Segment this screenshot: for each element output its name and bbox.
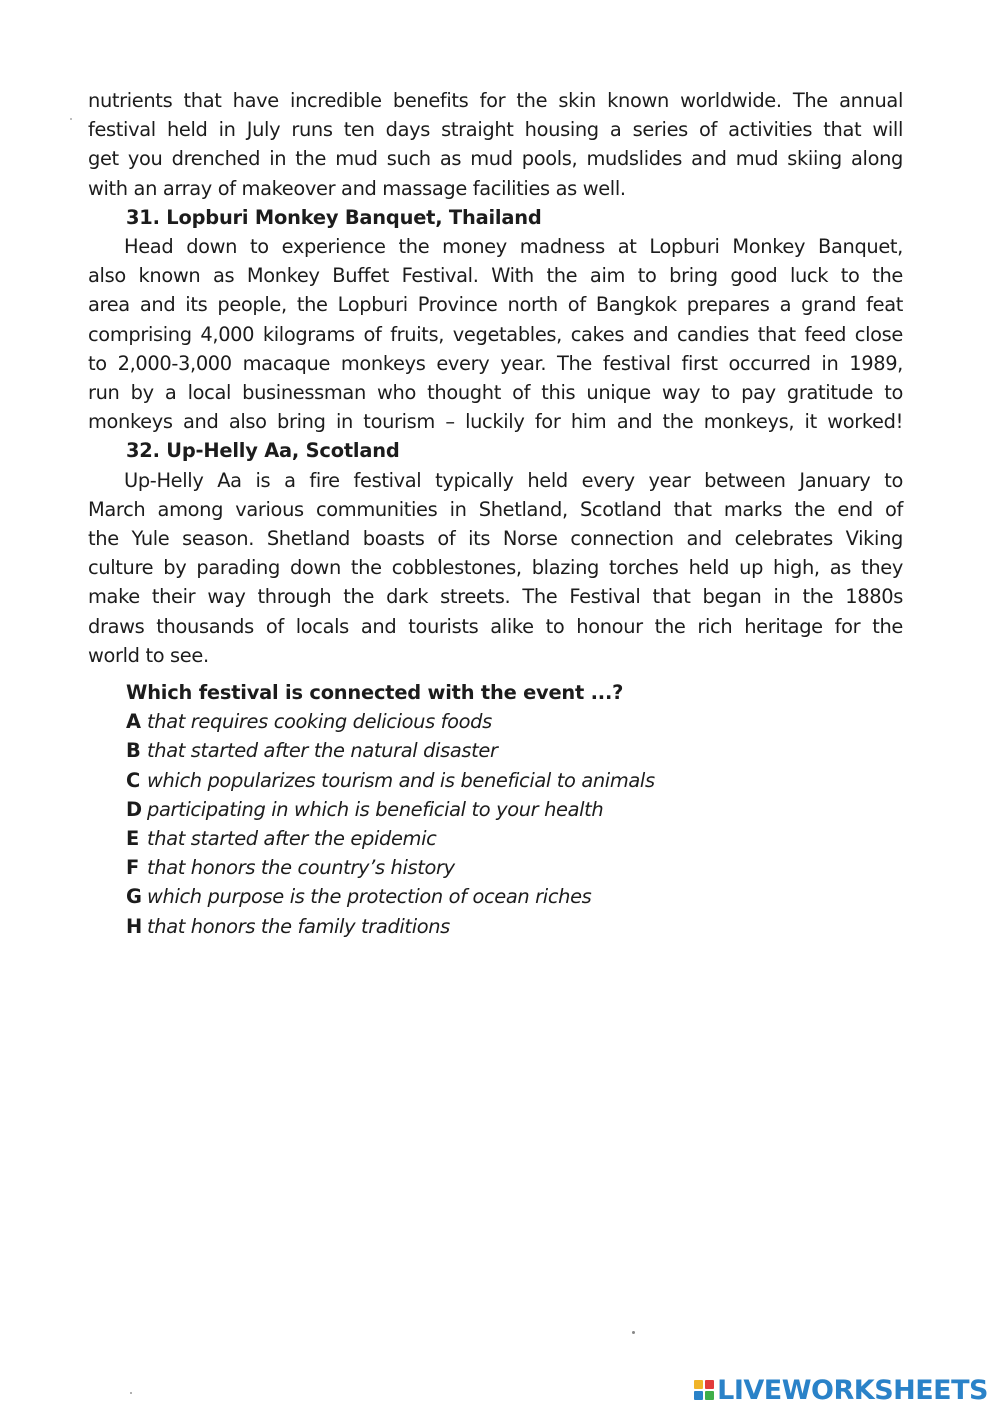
text-line: draws thousands of locals and tourists alike to honour the rich heritage for the (88, 614, 903, 638)
scan-speck (70, 118, 72, 120)
answer-option-h (126, 912, 903, 941)
answer-option-c (126, 766, 903, 795)
option-letter: H (126, 914, 142, 938)
question-block (88, 678, 903, 941)
worksheet-page (88, 86, 903, 941)
logo-square (705, 1380, 714, 1389)
option-letter: F (126, 856, 139, 880)
option-text: that started after the natural disaster (147, 739, 498, 763)
text-line: nutrients that have incredible benefits for the skin known worldwide. The annual (88, 89, 903, 112)
text-line: the Yule season. Shetland boasts of its Norse connection and celebrates Viking (88, 527, 903, 551)
section-32 (88, 436, 903, 670)
option-letter: E (126, 827, 139, 851)
option-text: that started after the epidemic (147, 827, 437, 851)
text-line: March among various communities in Shetland, Scotland that marks the end of (88, 497, 903, 521)
text-line: make their way through the dark streets. The Festival that began in the 1880s (88, 585, 903, 609)
text-line: world to see. (88, 643, 209, 667)
option-text: which purpose is the protection of ocean riches (147, 885, 592, 909)
option-text: which popularizes tourism and is beneficial to animals (147, 768, 655, 792)
text-line: culture by parading down the cobblestones, blazing torches held up high, as they (88, 556, 903, 580)
option-text: that requires cooking delicious foods (147, 710, 492, 734)
text-line: Head down to experience the money madness at Lopburi Monkey Banquet, (124, 235, 903, 259)
intro-paragraph (88, 86, 903, 203)
brand-name: LIVEWORKSHEETS (717, 1374, 988, 1406)
scan-speck (632, 1331, 635, 1334)
logo-square (694, 1391, 703, 1400)
text-line: run by a local businessman who thought of this unique way to pay gratitude to (88, 381, 903, 405)
section-heading: 32. Up-Helly Aa, Scotland (126, 439, 400, 463)
text-line: festival held in July runs ten days straight housing a series of activities that will (88, 118, 903, 142)
answer-option-d (126, 795, 903, 824)
text-line: also known as Monkey Buffet Festival. With the aim to bring good luck to the (88, 264, 903, 288)
logo-square (694, 1380, 703, 1389)
logo-square (705, 1391, 714, 1400)
option-letter: C (126, 768, 140, 792)
text-line: to 2,000-3,000 macaque monkeys every year. The festival first occurred in 1989, (88, 351, 903, 375)
option-text: that honors the family traditions (147, 914, 450, 938)
option-letter: G (126, 885, 142, 909)
answer-option-b (126, 736, 903, 765)
text-line: with an array of makeover and massage facilities as well. (88, 176, 626, 200)
scan-speck (130, 1392, 132, 1394)
text-line: area and its people, the Lopburi Province north of Bangkok prepares a grand feat (88, 293, 903, 317)
text-line: comprising 4,000 kilograms of fruits, vegetables, cakes and candies that feed close (88, 322, 903, 346)
liveworksheets-logo-icon (694, 1380, 714, 1400)
option-text: that honors the country’s history (147, 856, 455, 880)
answer-option-f (126, 853, 903, 882)
section-heading: 31. Lopburi Monkey Banquet, Thailand (126, 205, 542, 229)
option-letter: D (126, 797, 142, 821)
option-letter: B (126, 739, 141, 763)
option-text: participating in which is beneficial to your health (147, 797, 604, 821)
answer-option-g (126, 882, 903, 911)
text-line: monkeys and also bring in tourism – luckily for him and the monkeys, it worked! (88, 410, 903, 434)
answer-option-a (126, 707, 903, 736)
option-letter: A (126, 710, 141, 734)
question-title: Which festival is connected with the event ...? (126, 681, 624, 705)
section-31 (88, 203, 903, 437)
text-line: Up-Helly Aa is a fire festival typically held every year between January to (124, 468, 903, 492)
text-line: get you drenched in the mud such as mud pools, mudslides and mud skiing along (88, 147, 903, 171)
answer-option-e (126, 824, 903, 853)
liveworksheets-brand (694, 1373, 988, 1407)
